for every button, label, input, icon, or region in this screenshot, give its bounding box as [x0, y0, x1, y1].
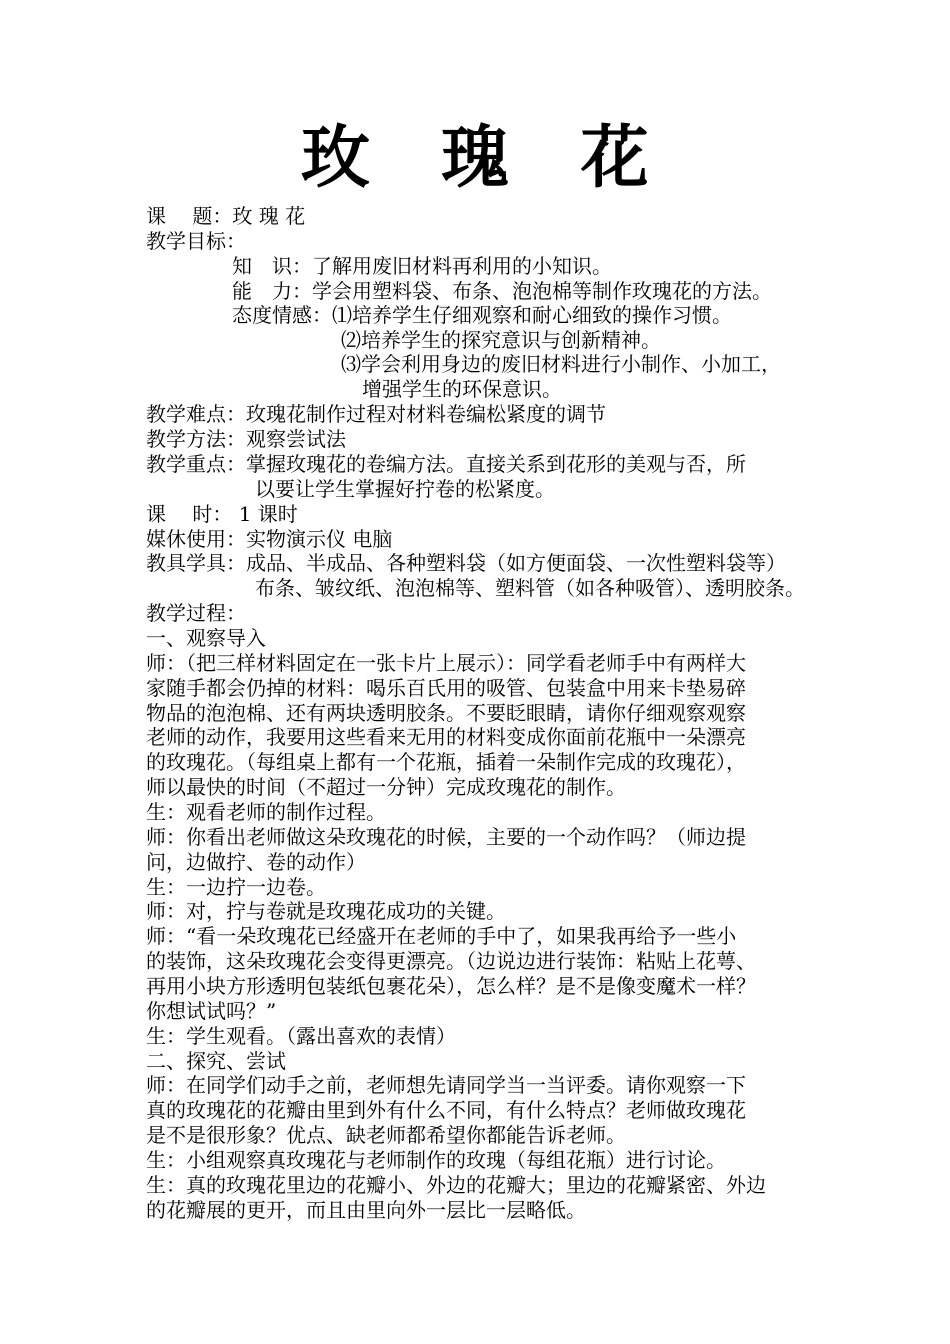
- section-heading-explore: 二、探究、尝试: [146, 1049, 286, 1073]
- objective-knowledge: 知 识：了解用废旧材料再利用的小知识。: [232, 254, 612, 278]
- teaching-difficulty: 教学难点：玫瑰花制作过程对材料卷编松紧度的调节: [146, 402, 606, 426]
- paragraph-line: 生：观看老师的制作过程。: [146, 800, 386, 824]
- paragraph-line: 问，边做拧、卷的动作）: [146, 850, 366, 874]
- paragraph-line: 师以最快的时间（不超过一分钟）完成玫瑰花的制作。: [146, 775, 626, 799]
- teaching-key-point: 教学重点：掌握玫瑰花的卷编方法。直接关系到花形的美观与否，所: [146, 452, 746, 476]
- objective-ability: 能 力：学会用塑料袋、布条、泡泡棉等制作玫瑰花的方法。: [232, 279, 772, 303]
- paragraph-line: 的装饰，这朵玫瑰花会变得更漂亮。（边说边进行装饰：粘贴上花萼、: [146, 949, 756, 973]
- paragraph-line: 生：小组观察真玫瑰花与老师制作的玫瑰（每组花瓶）进行讨论。: [146, 1148, 726, 1172]
- teaching-materials-cont: 布条、皱纹纸、泡泡棉等、塑料管（如各种吸管）、透明胶条。: [255, 576, 805, 600]
- teaching-key-point-cont: 以要让学生掌握好拧卷的松紧度。: [255, 477, 555, 501]
- paragraph-line: 生：真的玫瑰花里边的花瓣小、外边的花瓣大；里边的花瓣紧密、外边: [146, 1173, 766, 1197]
- objective-attitude-3-cont: 增强学生的环保意识。: [362, 377, 562, 401]
- objective-attitude-2: ⑵培养学生的探究意识与创新精神。: [341, 328, 661, 352]
- paragraph-line: 师：（把三样材料固定在一张卡片上展示）：同学看老师手中有两样大: [146, 651, 746, 675]
- paragraph-line: 的花瓣展的更开，而且由里向外一层比一层略低。: [146, 1198, 586, 1222]
- class-hours: 课 时： 1 课时: [146, 502, 298, 526]
- paragraph-line: 师：对，拧与卷就是玫瑰花成功的关键。: [146, 899, 506, 923]
- paragraph-line: 生：学生观看。（露出喜欢的表情）: [146, 1024, 456, 1048]
- paragraph-line: 师：你看出老师做这朵玫瑰花的时候，主要的一个动作吗？（师边提: [146, 825, 746, 849]
- paragraph-line: 你想试试吗？”: [146, 999, 277, 1023]
- paragraph-line: 物品的泡泡棉、还有两块透明胶条。不要眨眼睛，请你仔细观察观察: [146, 701, 746, 725]
- paragraph-line: 家随手都会仍掉的材料：喝乐百氏用的吸管、包装盒中用来卡垫易碎: [146, 676, 746, 700]
- objectives-heading: 教学目标：: [146, 229, 246, 253]
- paragraph-line: 师：在同学们动手之前，老师想先请同学当一当评委。请你观察一下: [146, 1073, 746, 1097]
- objective-attitude-1: 态度情感：⑴培养学生仔细观察和耐心细致的操作习惯。: [232, 303, 732, 327]
- paragraph-line: 师：“看一朵玫瑰花已经盛开在老师的手中了，如果我再给予一些小: [146, 924, 737, 948]
- paragraph-line: 真的玫瑰花的花瓣由里到外有什么不同，有什么特点？老师做玫瑰花: [146, 1098, 746, 1122]
- paragraph-line: 生：一边拧一边卷。: [146, 875, 326, 899]
- paragraph-line: 再用小块方形透明包装纸包裹花朵），怎么样？是不是像变魔术一样？: [146, 974, 756, 998]
- paragraph-line: 老师的动作，我要用这些看来无用的材料变成你面前花瓶中一朵漂亮: [146, 725, 746, 749]
- teaching-method: 教学方法：观察尝试法: [146, 427, 346, 451]
- paragraph-line: 是不是很形象？优点、缺老师都希望你都能告诉老师。: [146, 1123, 626, 1147]
- document-title: 玫 瑰 花: [301, 118, 673, 198]
- teaching-materials: 教具学具：成品、半成品、各种塑料袋（如方便面袋、一次性塑料袋等）: [146, 551, 786, 575]
- lesson-topic: 课 题：玫 瑰 花: [146, 204, 306, 228]
- objective-attitude-3: ⑶学会利用身边的废旧材料进行小制作、小加工，: [341, 352, 781, 376]
- process-heading: 教学过程：: [146, 601, 246, 625]
- media-used: 媒休使用：实物演示仪 电脑: [146, 527, 393, 551]
- section-heading-observe: 一、观察导入: [146, 626, 266, 650]
- paragraph-line: 的玫瑰花。（每组桌上都有一个花瓶，插着一朵制作完成的玫瑰花），: [146, 750, 746, 774]
